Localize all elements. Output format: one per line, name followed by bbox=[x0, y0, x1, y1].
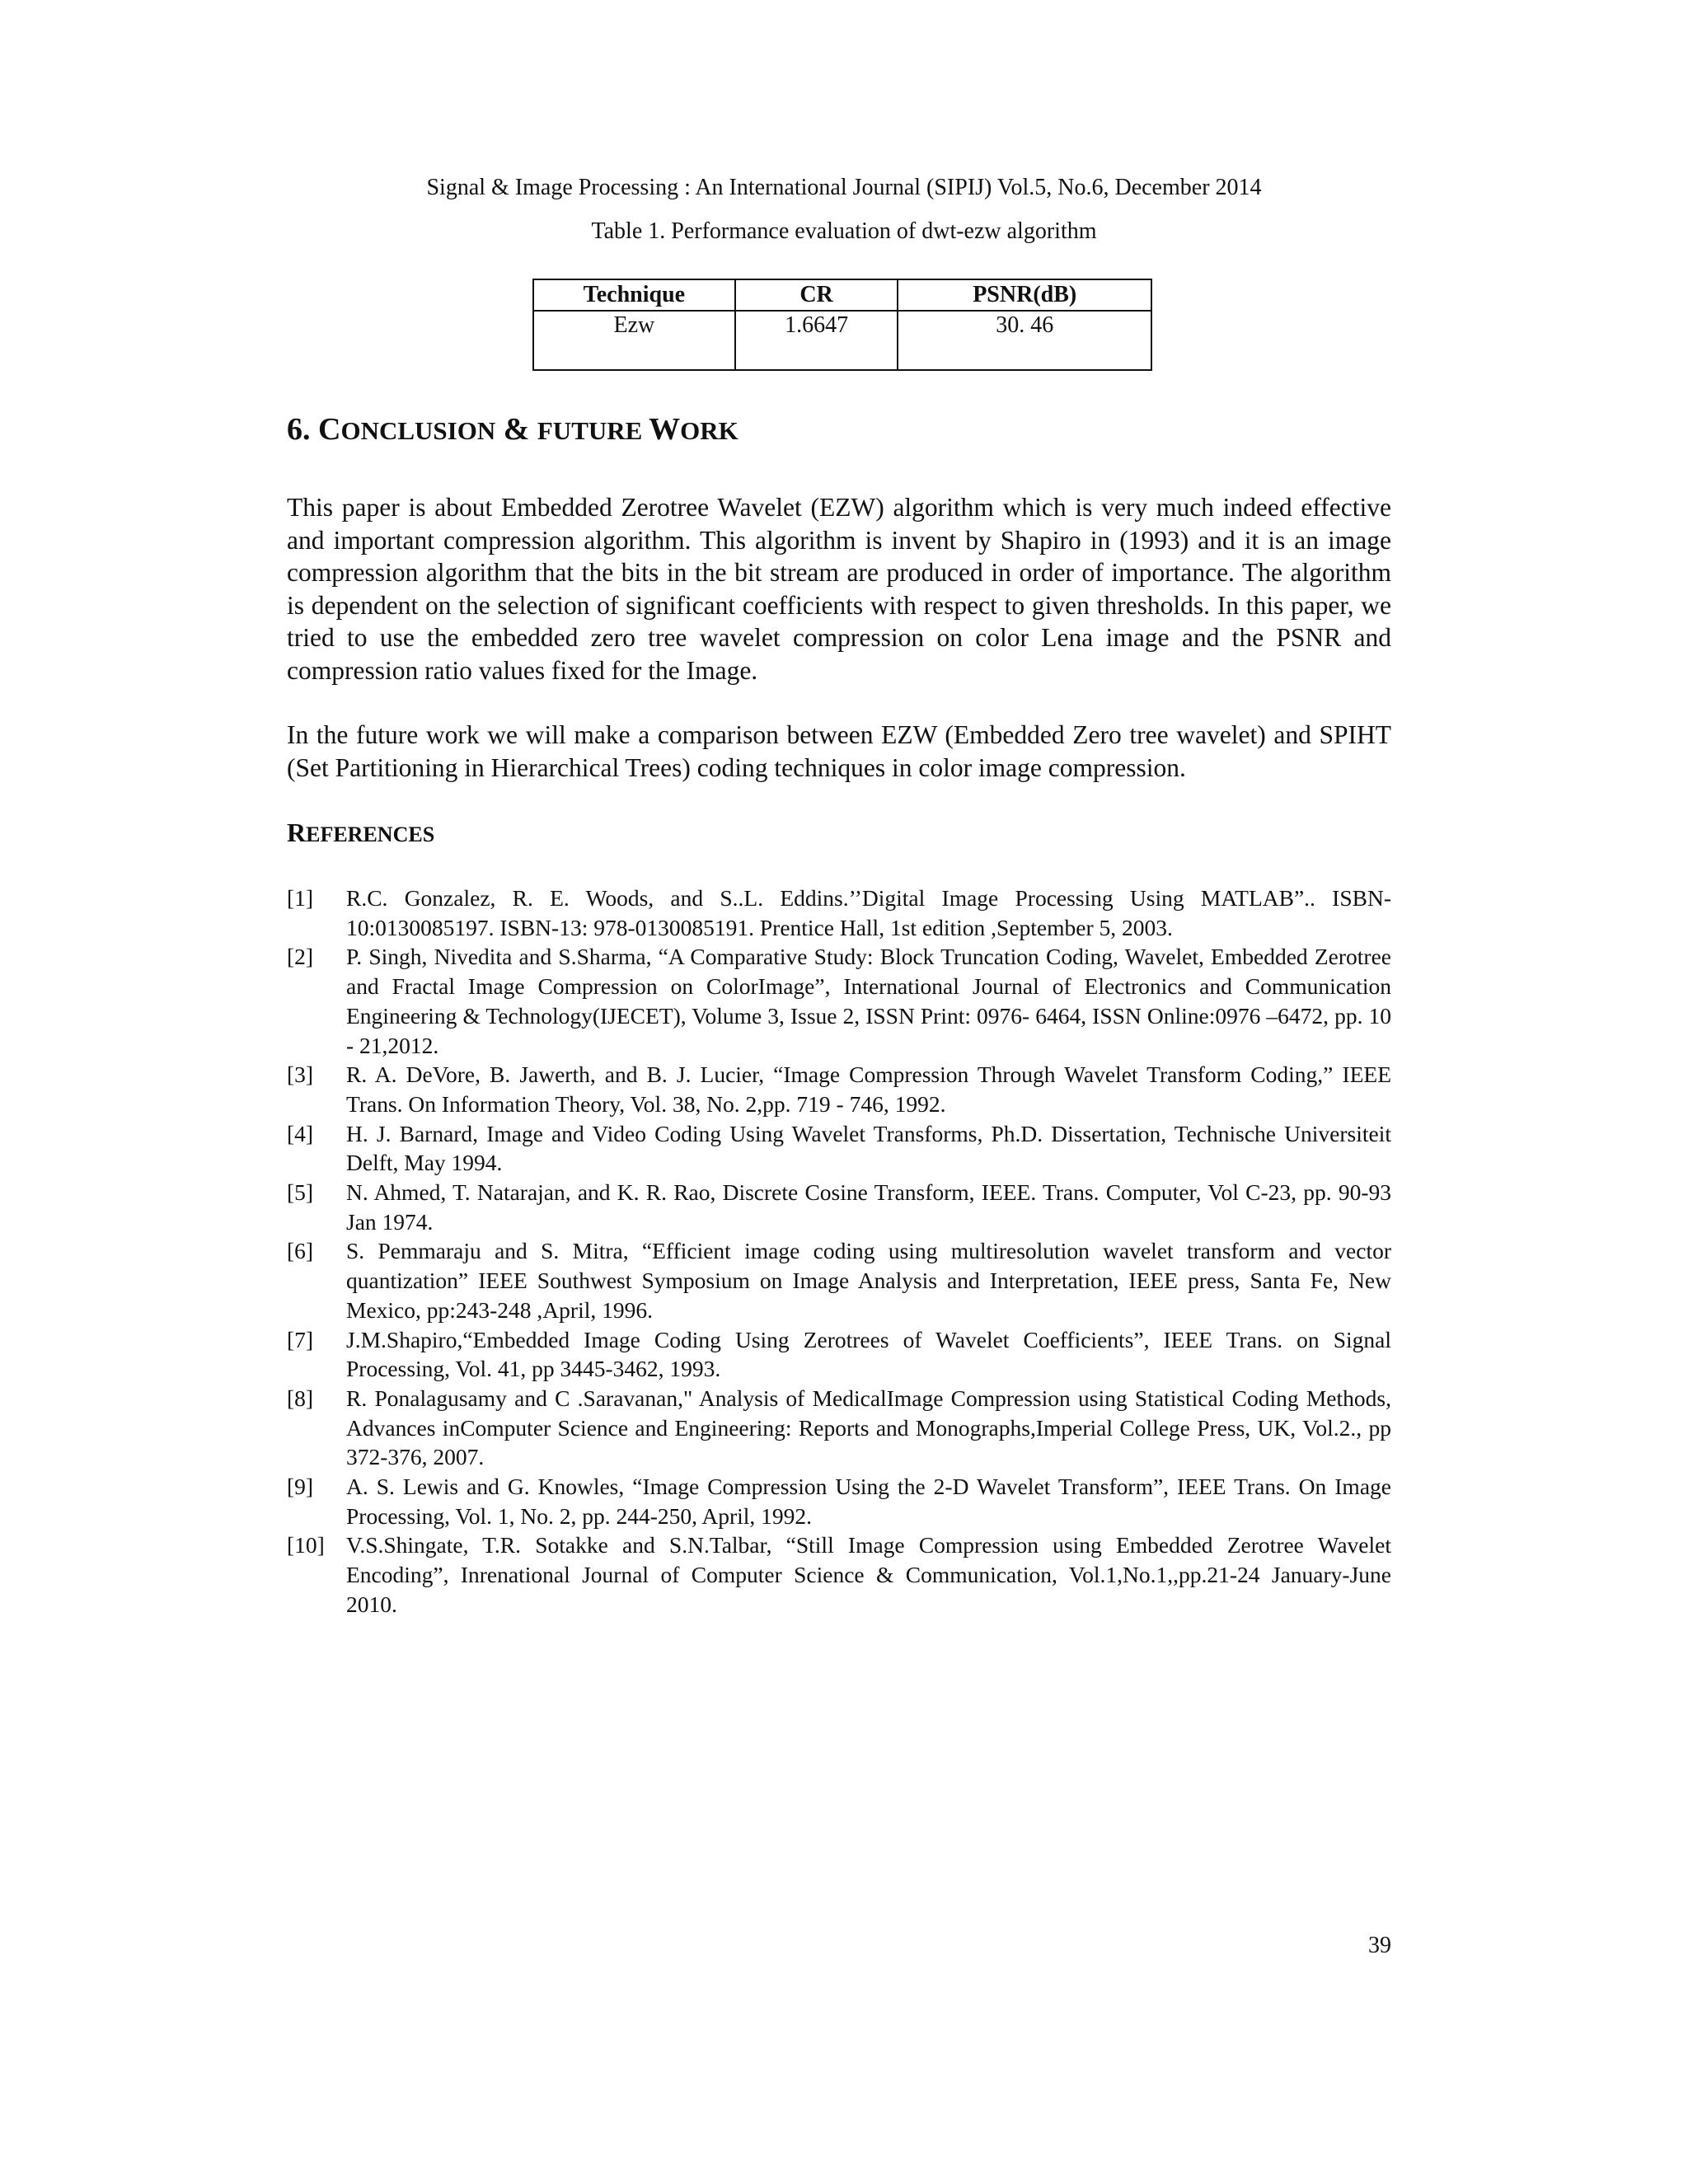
reference-text: R. A. DeVore, B. Jawerth, and B. J. Lucier, “Image Compression Through Wavelet Transform Coding,” IEEE Trans. On Information Theory, Vol. 38, No. 2,pp. 719 - 746, 1992. bbox=[346, 1062, 1391, 1117]
reference-number: [8] bbox=[287, 1385, 314, 1411]
column-header-technique: Technique bbox=[533, 279, 735, 311]
references-heading bbox=[287, 816, 434, 851]
table-row bbox=[533, 311, 1151, 370]
table-header-row bbox=[533, 279, 1151, 311]
reference-number: [10] bbox=[287, 1532, 325, 1558]
conclusion-paragraph: This paper is about Embedded Zerotree Wavelet (EZW) algorithm which is very much indeed effective and important compression algorithm. This algorithm is invent by Shapiro in (1993) and it is an image compression algorithm that the bits in the bit stream are produced in order of importance. The algorithm is dependent on the selection of significant coefficients with respect to given thresholds. In this paper, we tried to use the embedded zero tree wavelet compression on color Lena image and the PSNR and compression ratio values fixed for the Image. bbox=[287, 493, 1391, 685]
reference-number: [6] bbox=[287, 1238, 314, 1264]
reference-item bbox=[287, 1178, 1391, 1236]
table-caption: Table 1. Performance evaluation of dwt-ezw algorithm bbox=[591, 218, 1097, 244]
reference-list bbox=[287, 883, 1391, 1619]
reference-item bbox=[287, 1472, 1391, 1530]
references-title-initial: R bbox=[287, 818, 307, 847]
reference-item bbox=[287, 942, 1391, 1060]
reference-text: R.C. Gonzalez, R. E. Woods, and S..L. Eddins.’’Digital Image Processing Using MATLAB”.. ISBN-10:0130085197. ISBN-13: 978-0130085191. Prentice Hall, 1st edition ,September 5, 2003. bbox=[346, 885, 1391, 940]
column-header-psnr: PSNR(dB) bbox=[898, 279, 1151, 311]
future-work-paragraph: In the future work we will make a comparison between EZW (Embedded Zero tree wavelet) and SPIHT (Set Partitioning in Hierarchical Trees) coding techniques in color image compression. bbox=[287, 720, 1391, 782]
section-title-ork: ORK bbox=[680, 416, 738, 445]
reference-number: [4] bbox=[287, 1120, 314, 1146]
section-title-initial-c: C bbox=[318, 412, 341, 447]
section-title-onclusion: ONCLUSION bbox=[340, 416, 496, 445]
reference-text: P. Singh, Nivedita and S.Sharma, “A Comparative Study: Block Truncation Coding, Wavelet, Embedded Zerotree and Fractal Image Compression on ColorImage”, International Journal of Electronics and Communication Engineering & Technology(IJECET), Volume 3, Issue 2, ISSN Print: 0976- 6464, ISSN Online:0976 –6472, pp. 10 - 21,2012. bbox=[346, 944, 1391, 1058]
performance-table bbox=[532, 279, 1152, 371]
reference-text: V.S.Shingate, T.R. Sotakke and S.N.Talbar, “Still Image Compression using Embedded Zerotree Wavelet Encoding”, Inrenational Journal of Computer Science & Communication, Vol.1,No.1,,pp.21-24 January-June 2010. bbox=[346, 1532, 1391, 1617]
page-number: 39 bbox=[1368, 1933, 1391, 1958]
reference-number: [1] bbox=[287, 885, 314, 911]
reference-item bbox=[287, 1325, 1391, 1384]
section-heading bbox=[287, 410, 738, 451]
reference-text: R. Ponalagusamy and C .Saravanan," Analysis of MedicalImage Compression using Statistical Coding Methods, Advances inComputer Science and Engineering: Reports and Monographs,Imperial College Press, UK, Vol.2., pp 372-376, 2007. bbox=[346, 1385, 1391, 1470]
running-header: Signal & Image Processing : An International Journal (SIPIJ) Vol.5, No.6, December 2014 bbox=[426, 175, 1262, 200]
reference-item bbox=[287, 1384, 1391, 1472]
section-number: 6. bbox=[287, 412, 318, 447]
reference-text: J.M.Shapiro,“Embedded Image Coding Using Zerotrees of Wavelet Coefficients”, IEEE Trans. on Signal Processing, Vol. 41, pp 3445-3462, 1993. bbox=[346, 1326, 1391, 1382]
reference-item bbox=[287, 1236, 1391, 1324]
reference-text: N. Ahmed, T. Natarajan, and K. R. Rao, Discrete Cosine Transform, IEEE. Trans. Computer, Vol C-23, pp. 90-93 Jan 1974. bbox=[346, 1179, 1391, 1235]
reference-number: [2] bbox=[287, 944, 314, 970]
reference-item bbox=[287, 1060, 1391, 1118]
section-title-initial-w: W bbox=[649, 412, 681, 447]
references-title-rest: EFERENCES bbox=[306, 823, 435, 846]
reference-text: A. S. Lewis and G. Knowles, “Image Compression Using the 2-D Wavelet Transform”, IEEE Trans. On Image Processing, Vol. 1, No. 2, pp. 244-250, April, 1992. bbox=[346, 1474, 1391, 1529]
reference-number: [3] bbox=[287, 1062, 314, 1088]
section-title-future: FUTURE bbox=[537, 416, 649, 445]
reference-number: [5] bbox=[287, 1179, 314, 1206]
reference-text: S. Pemmaraju and S. Mitra, “Efficient image coding using multiresolution wavelet transform and vector quantization” IEEE Southwest Symposium on Image Analysis and Interpretation, IEEE press, Santa Fe, New Mexico, pp:243-248 ,April, 1996. bbox=[346, 1238, 1391, 1323]
cell-technique: Ezw bbox=[533, 311, 735, 370]
cell-cr: 1.6647 bbox=[735, 311, 898, 370]
reference-number: [9] bbox=[287, 1474, 314, 1500]
column-header-cr: CR bbox=[735, 279, 898, 311]
reference-item bbox=[287, 883, 1391, 942]
reference-text: H. J. Barnard, Image and Video Coding Using Wavelet Transforms, Ph.D. Dissertation, Technische Universiteit Delft, May 1994. bbox=[346, 1120, 1391, 1176]
section-title-ampersand: & bbox=[495, 412, 537, 447]
cell-psnr: 30. 46 bbox=[898, 311, 1151, 370]
reference-item bbox=[287, 1119, 1391, 1178]
reference-item bbox=[287, 1530, 1391, 1619]
reference-number: [7] bbox=[287, 1326, 314, 1352]
